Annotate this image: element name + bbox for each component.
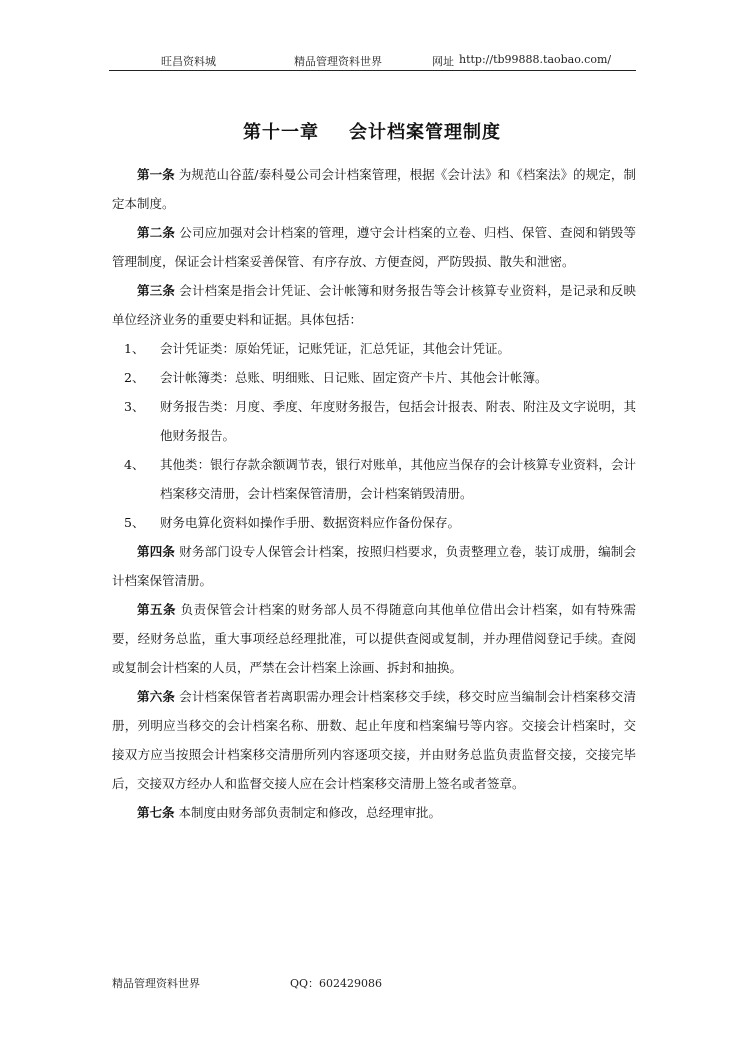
list-number: 3、	[124, 399, 145, 414]
list-item	[112, 334, 636, 363]
article-text: 会计档案是指会计凭证、会计帐簿和财务报告等会计核算专业资料，是记录和反映单位经济业务的重要史料和证据。具体包括：	[112, 283, 636, 327]
list-text: 其他类：银行存款余额调节表，银行对账单，其他应当保存的会计核算专业资料，会计档案移交清册，会计档案保管清册，会计档案销毁清册。	[160, 457, 636, 501]
document-body	[112, 160, 636, 827]
list-number: 1、	[124, 341, 145, 356]
list-item	[112, 450, 636, 508]
article-1	[112, 160, 636, 218]
footer-qq: QQ：602429086	[290, 977, 383, 990]
article-label: 第六条	[137, 689, 176, 704]
list-text: 会计帐簿类：总账、明细账、日记账、固定资产卡片、其他会计帐簿。	[160, 370, 548, 385]
header-url: http://tb99888.taobao.com/	[459, 53, 612, 66]
article-label: 第二条	[137, 225, 176, 240]
article-3	[112, 276, 636, 334]
header-site-name: 精品管理资料世界	[294, 55, 382, 68]
list-number: 5、	[124, 515, 145, 530]
header-url-label: 网址	[432, 55, 454, 68]
chapter-name: 会计档案管理制度	[349, 122, 501, 143]
list-item	[112, 392, 636, 450]
article-label: 第五条	[137, 602, 177, 617]
list-number: 2、	[124, 370, 145, 385]
list-number: 4、	[124, 457, 145, 472]
article-label: 第三条	[137, 283, 176, 298]
list-text: 财务电算化资料如操作手册、数据资料应作备份保存。	[160, 515, 461, 530]
header-shop-name: 旺昌资料城	[161, 55, 216, 68]
footer-site-name: 精品管理资料世界	[112, 977, 200, 990]
article-4	[112, 537, 636, 595]
article-text: 本制度由财务部负责制定和修改，总经理审批。	[178, 805, 442, 820]
article-label: 第七条	[137, 805, 175, 820]
article-2	[112, 218, 636, 276]
list-text: 财务报告类：月度、季度、年度财务报告，包括会计报表、附表、附注及文字说明，其他财务报告。	[160, 399, 636, 443]
list-item	[112, 363, 636, 392]
page-header	[109, 50, 636, 71]
article-text: 为规范山谷蓝/泰科曼公司会计档案管理，根据《会计法》和《档案法》的规定，制定本制度。	[112, 167, 636, 211]
article-6	[112, 682, 636, 798]
chapter-number: 第十一章	[243, 122, 319, 143]
article-text: 负责保管会计档案的财务部人员不得随意向其他单位借出会计档案，如有特殊需要，经财务总监，重大事项经总经理批准，可以提供查阅或复制，并办理借阅登记手续。查阅或复制会计档案的人员，严禁在会计档案上涂画、拆封和抽换。	[112, 602, 636, 675]
article-label: 第一条	[137, 167, 175, 182]
article-text: 会计档案保管者若离职需办理会计档案移交手续，移交时应当编制会计档案移交清册，列明应当移交的会计档案名称、册数、起止年度和档案编号等内容。交接会计档案时，交接双方应当按照会计档案移交清册所列内容逐项交接，并由财务总监负责监督交接，交接完毕后，交接双方经办人和监督交接人应在会计档案移交清册上签名或者签章。	[112, 689, 636, 791]
article-text: 公司应加强对会计档案的管理，遵守会计档案的立卷、归档、保管、查阅和销毁等管理制度，保证会计档案妥善保管、有序存放、方便查阅，严防毁损、散失和泄密。	[112, 225, 636, 269]
chapter-title	[0, 118, 744, 144]
article-label: 第四条	[137, 544, 176, 559]
article-text: 财务部门设专人保管会计档案，按照归档要求，负责整理立卷，装订成册，编制会计档案保管清册。	[112, 544, 636, 588]
list-text: 会计凭证类：原始凭证，记账凭证，汇总凭证，其他会计凭证。	[160, 341, 511, 356]
article-5	[112, 595, 636, 682]
article-7	[112, 798, 636, 827]
list-item	[112, 508, 636, 537]
